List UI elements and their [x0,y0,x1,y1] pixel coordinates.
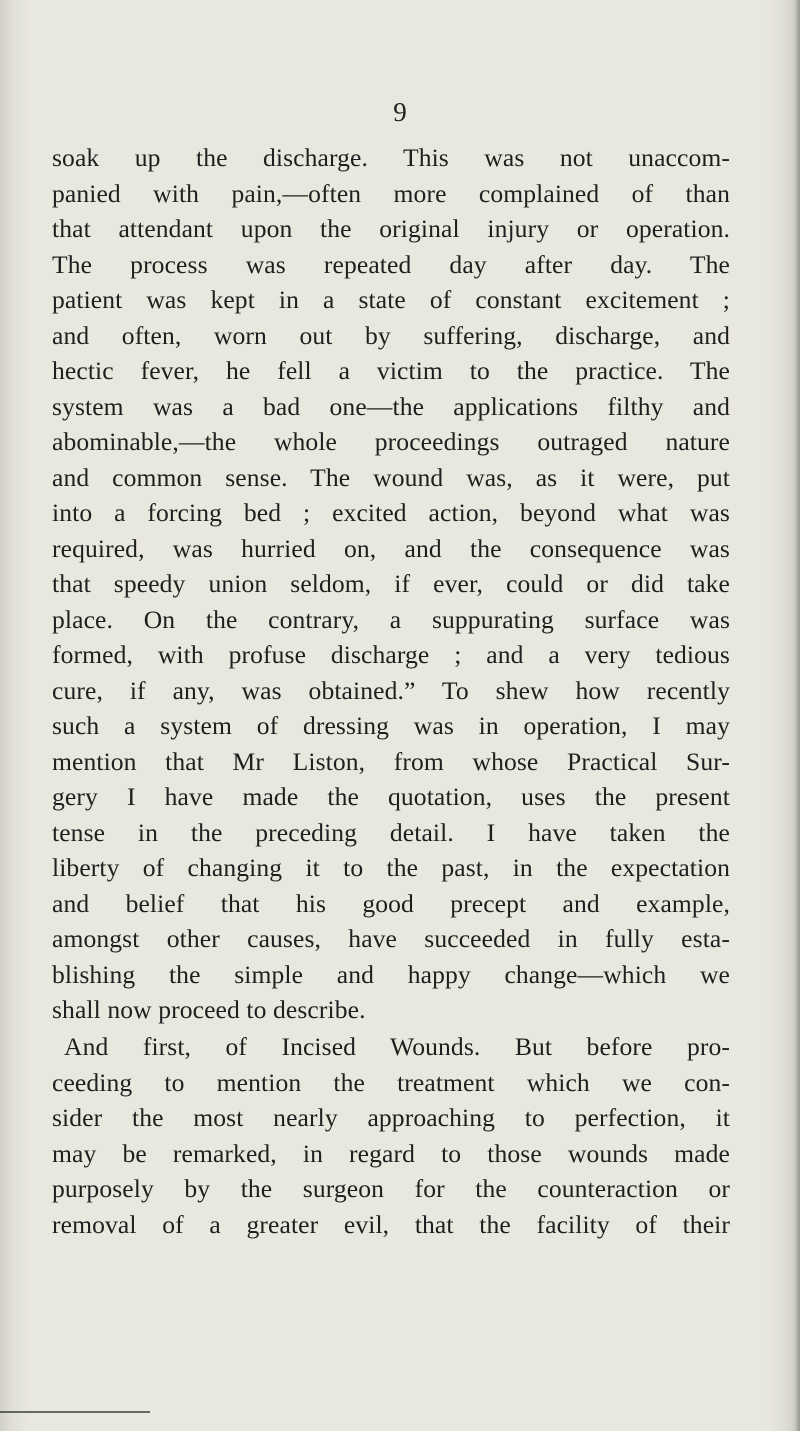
text-line: place. On the contrary, a suppurating surface was [52,604,730,634]
text-line: blishing the simple and happy change—which we [52,959,730,989]
text-line: mention that Mr Liston, from whose Practical Sur- [52,746,730,776]
text-line: into a forcing bed ; excited action, beyond what was [52,498,730,527]
text-line: formed, with profuse discharge ; and a very tedious [52,640,730,669]
text-line: panied with pain,—often more complained of than [52,178,730,208]
text-line: patient was kept in a state of constant excitement ; [52,285,730,314]
text-line: and often, worn out by suffering, discharge, and [52,320,730,350]
text-line: gery I have made the quotation, uses the present [52,782,730,811]
text-line: liberty of changing it to the past, in the expectation [52,853,730,882]
text-line: may be remarked, in regard to those wounds made [52,1138,730,1168]
text-line: tense in the preceding detail. I have taken the [52,817,730,847]
text-line: that attendant upon the original injury or operation. [52,214,730,243]
text-line: amongst other causes, have succeeded in fully esta- [52,924,730,953]
paragraph-1 [52,140,730,1028]
text-line: purposely by the surgeon for the counteraction or [52,1174,730,1203]
text-line: ceeding to mention the treatment which we con- [52,1067,730,1097]
text-line: such a system of dressing was in operation, I may [52,711,730,740]
text-line: And first, of Incised Wounds. But before pro- [64,1032,730,1061]
text-line: required, was hurried on, and the consequence was [52,533,730,563]
text-line: and common sense. The wound was, as it were, put [52,462,730,492]
page-number: 9 [393,97,407,127]
text-line: removal of a greater evil, that the facility of their [52,1209,730,1239]
text-line: that speedy union seldom, if ever, could or did take [52,569,730,598]
text-line: The process was repeated day after day. The [52,249,730,279]
text-line: shall now proceed to describe. [52,995,366,1024]
paragraph-2 [52,1029,730,1242]
text-line: system was a bad one—the applications filthy and [52,391,730,421]
page-bottom-edge [0,1411,150,1413]
text-line: cure, if any, was obtained.” To shew how recently [52,675,730,705]
page-right-edge-shadow [794,0,800,1431]
text-line: hectic fever, he fell a victim to the practice. The [52,356,730,385]
text-line: and belief that his good precept and example, [52,888,730,918]
text-line: abominable,—the whole proceedings outraged nature [52,427,730,456]
text-line: sider the most nearly approaching to perfection, it [52,1103,730,1132]
text-line: soak up the discharge. This was not unaccom- [52,143,730,172]
